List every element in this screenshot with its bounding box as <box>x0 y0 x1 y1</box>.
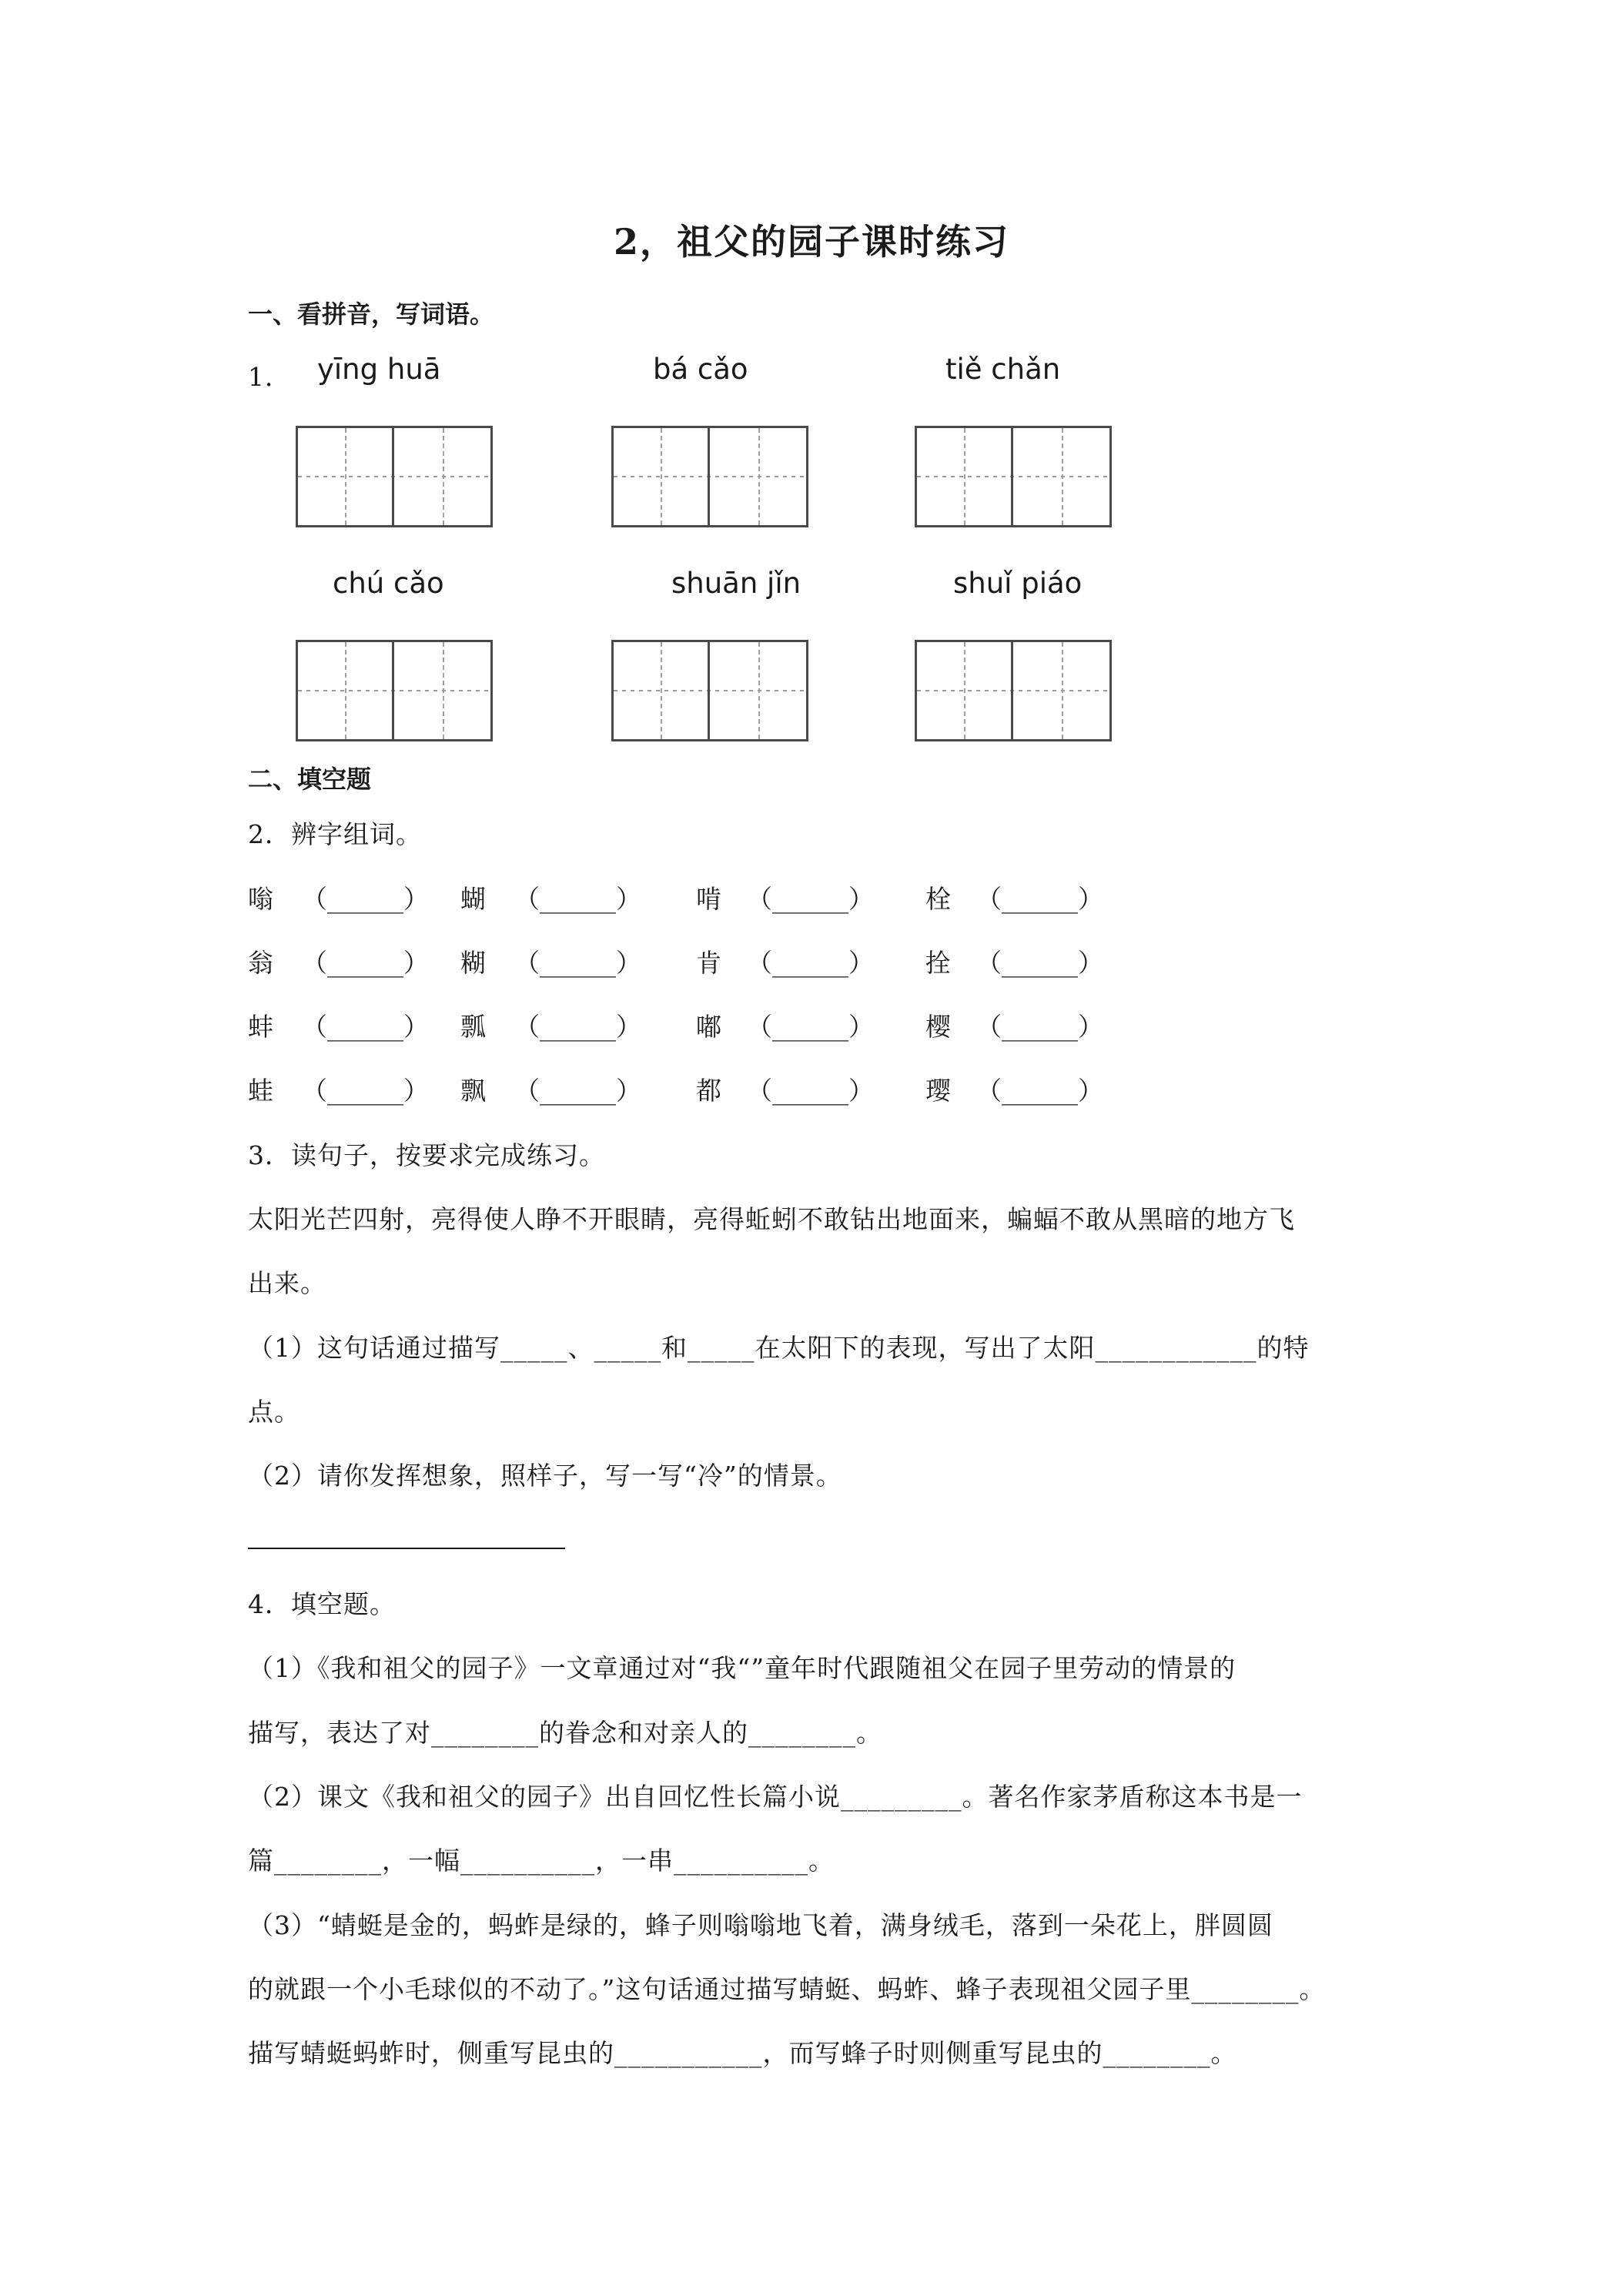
q2-char-r4c4: 璎 <box>925 1076 951 1106</box>
q1-number: 1． <box>248 362 291 392</box>
q2-prompt: 2．辨字组词。 <box>248 819 422 849</box>
q2-blank-r1c1[interactable]: （______） <box>302 884 429 914</box>
q4-sub1-line2[interactable]: 描写，表达了对________的眷念和对亲人的________。 <box>248 1718 882 1748</box>
q2-char-r2c1: 翁 <box>248 948 273 978</box>
section2-heading: 二、填空题 <box>248 765 372 794</box>
q3-prompt: 3．读句子，按要求完成练习。 <box>248 1140 605 1170</box>
q3-answer-line[interactable] <box>248 1548 565 1549</box>
q2-char-r2c2: 糊 <box>460 948 486 978</box>
q2-char-r1c1: 嗡 <box>248 884 273 914</box>
writing-box-5[interactable] <box>611 640 808 741</box>
pinyin-1: yīng huā <box>317 353 441 386</box>
q2-char-r3c3: 嘟 <box>696 1012 721 1042</box>
q2-blank-r1c2[interactable]: （______） <box>514 884 641 914</box>
writing-box-6[interactable] <box>915 640 1112 741</box>
q2-char-r4c1: 蛙 <box>248 1076 273 1106</box>
writing-box-3[interactable] <box>915 426 1112 527</box>
pinyin-5: shuān jǐn <box>671 567 801 600</box>
q4-sub3-line3[interactable]: 描写蜻蜓蚂蚱时，侧重写昆虫的___________，而写蜂子时则侧重写昆虫的________。 <box>248 2038 1237 2068</box>
q3-sentence-line2: 出来。 <box>248 1268 326 1298</box>
q2-blank-r2c2[interactable]: （______） <box>514 948 641 978</box>
q2-blank-r4c3[interactable]: （______） <box>747 1076 874 1106</box>
q2-char-r3c2: 瓢 <box>460 1012 486 1042</box>
q2-blank-r1c4[interactable]: （______） <box>976 884 1103 914</box>
q4-sub1-line1: （1）《我和祖父的园子》一文章通过对“我“”童年时代跟随祖父在园子里劳动的情景的 <box>248 1653 1236 1683</box>
q2-blank-r4c2[interactable]: （______） <box>514 1076 641 1106</box>
writing-box-1[interactable] <box>296 426 493 527</box>
q3-sub1-line2: 点。 <box>248 1397 300 1427</box>
q2-blank-r2c4[interactable]: （______） <box>976 948 1103 978</box>
q3-sub1-line1[interactable]: （1）这句话通过描写_____、_____和_____在太阳下的表现，写出了太阳____________的特 <box>248 1333 1310 1363</box>
q2-blank-r4c1[interactable]: （______） <box>302 1076 429 1106</box>
q2-char-r4c2: 飘 <box>460 1076 486 1106</box>
q4-sub3-line1: （3）“蜻蜓是金的，蚂蚱是绿的，蜂子则嗡嗡地飞着，满身绒毛，落到一朵花上，胖圆圆 <box>248 1910 1273 1940</box>
q2-char-r2c4: 拴 <box>925 948 951 978</box>
q2-char-r1c4: 栓 <box>925 884 951 914</box>
pinyin-2: bá cǎo <box>653 353 748 386</box>
pinyin-3: tiě chǎn <box>945 353 1061 386</box>
q3-sub2: （2）请你发挥想象，照样子，写一写“冷”的情景。 <box>248 1461 842 1491</box>
writing-box-2[interactable] <box>611 426 808 527</box>
pinyin-6: shuǐ piáo <box>953 567 1083 600</box>
q2-char-r1c3: 啃 <box>696 884 721 914</box>
pinyin-4: chú cǎo <box>333 567 444 600</box>
section1-heading: 一、看拼音，写词语。 <box>248 300 495 329</box>
q3-sentence-line1: 太阳光芒四射，亮得使人睁不开眼睛，亮得蚯蚓不敢钻出地面来，蝙蝠不敢从黑暗的地方飞 <box>248 1204 1295 1234</box>
q2-blank-r1c3[interactable]: （______） <box>747 884 874 914</box>
q2-char-r3c4: 樱 <box>925 1012 951 1042</box>
q2-char-r1c2: 蝴 <box>460 884 486 914</box>
q2-blank-r3c4[interactable]: （______） <box>976 1012 1103 1042</box>
q2-blank-r2c3[interactable]: （______） <box>747 948 874 978</box>
q4-sub3-line2[interactable]: 的就跟一个小毛球似的不动了。”这句话通过描写蜻蜓、蚂蚱、蜂子表现祖父园子里________。 <box>248 1974 1326 2004</box>
q2-char-r2c3: 肯 <box>696 948 721 978</box>
q2-blank-r3c3[interactable]: （______） <box>747 1012 874 1042</box>
q2-char-r4c3: 都 <box>696 1076 721 1106</box>
q2-blank-r2c1[interactable]: （______） <box>302 948 429 978</box>
q2-blank-r3c2[interactable]: （______） <box>514 1012 641 1042</box>
q4-prompt: 4．填空题。 <box>248 1589 396 1619</box>
page-title: 2，祖父的园子课时练习 <box>613 221 1009 263</box>
q2-blank-r4c4[interactable]: （______） <box>976 1076 1103 1106</box>
q2-char-r3c1: 蚌 <box>248 1012 273 1042</box>
q2-blank-r3c1[interactable]: （______） <box>302 1012 429 1042</box>
q4-sub2-line2[interactable]: 篇________，一幅__________，一串__________。 <box>248 1846 835 1876</box>
writing-box-4[interactable] <box>296 640 493 741</box>
q4-sub2-line1[interactable]: （2）课文《我和祖父的园子》出自回忆性长篇小说_________。著名作家茅盾称这本书是一 <box>248 1782 1303 1812</box>
